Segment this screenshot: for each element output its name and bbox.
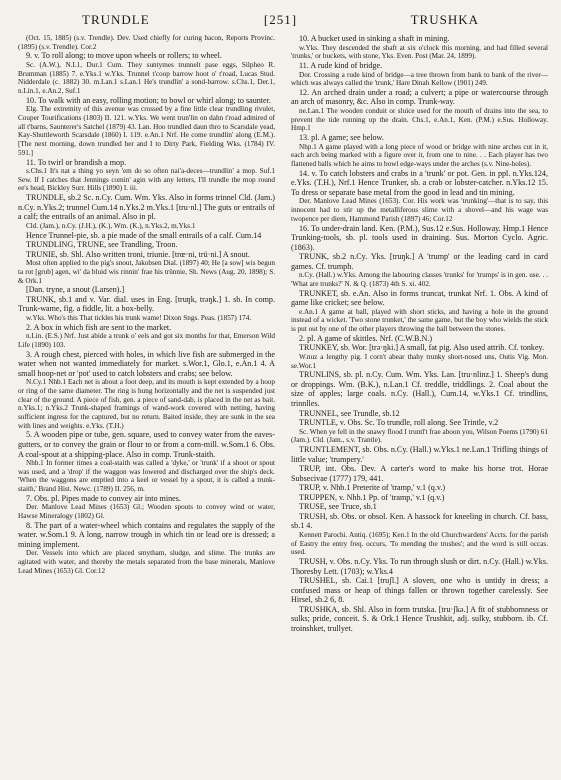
entry-paragraph: TRUNNEL, see Trundle, sb.12 [299, 408, 400, 418]
entry-paragraph: TRUNLINS, sb. pl. n.Cy. Cum. Wm. Yks. Lan. [tru·nlinz.] 1. Sheep's dung or droppings. Wm. (B.K.), n.Lan.1 Cf. treddle, triddlings. 2. Coal about the size of apples; large coals. n.Cy. (Hall.), Cum.14, w.Yks.1 Cf. trindlins, trinnlles. [291, 370, 548, 408]
citation-paragraph: n.Cy. (Hall.) w.Yks. Among the labouring classes 'trunks' for 'trumps' is in gen. use. . . 'What are trunks?' N. & Q. (1873) 4th S. xi. 402. [291, 271, 548, 288]
entry-paragraph: TRUNIE, sb. Shl. Also written troni, triunie. [trœ·ni, trü·ni.] A snout. [26, 249, 250, 259]
entry-paragraph: 7. Obs. pl. Pipes made to convey air into mines. [26, 493, 181, 503]
entry-paragraph: TRUSE, see Truce, sb.1 [299, 502, 377, 512]
entry-paragraph: TRUNDLING, TRUNE, see Trandling, Troon. [26, 240, 178, 250]
citation-paragraph: ne.Lan.1 The wooden conduit or sluice used for the mouth of drains into the sea, to prevent the tide running up the drain. Chs.1, e.An.1, Ken. (P.M.) e.Sus. Holloway. Hmp.1 [291, 107, 548, 133]
citation-paragraph: Sc. When ye fell in the snawy flood I truntl't frae aboon you, Wilson Poems (1790) 61 (Jam.). Cld. (Jam., s.v. Trantle). [291, 427, 548, 445]
entry-paragraph: TRUNDLE, sb.2 Sc. n.Cy. Cum. Wm. Yks. Also in forms trinnel Cld. (Jam.) n.Cy. n.Yks.2; trunnel Cum.14 n.Yks.2 m.Yks.1 [tru·nl.] The guts or entrails of a calf; the entrails of an animal. Also in pl. [18, 193, 275, 222]
citation-paragraph: Dor. Crossing a rude kind of bridge—a tree thrown from bank to bank of the river—which was always called the 'trunk,' Hare Dinah Kellow (1901) 249. [291, 70, 548, 88]
entry-paragraph: TRUNK, sb.1 and v. Var. dial. uses in Eng. [truŋk, trəŋk.] 1. sb. In comp. Trunk-wame, fig. a fiddle, lit. a box-belly. [18, 294, 275, 314]
entry-paragraph: TRUNTLEMENT, sb. Obs. n.Cy. (Hall.) w.Yks.1 ne.Lan.1 Trifling things of little value; 'trumpery.' [291, 445, 548, 464]
entry-paragraph: TRUSH, sb. Obs. or obsol. Ken. A hassock for kneeling in church. Cf. bass, sb.1 4. [291, 511, 548, 531]
entry-paragraph: 12. An arched drain under a road; a culvert; a pipe or watercourse through an arch of masonry, &c. Also in comp. Trunk-way. [291, 87, 548, 107]
right-column [291, 34, 548, 774]
citation-paragraph: W.nuz a lengthy pig. I corn't abear thahy trunky short-nosed uns, Outis Vig. Mon. se.Wor.1 [291, 352, 548, 370]
citation-paragraph: Nhp.1 A game played with a long piece of wood or bridge with nine arches cut in it, each arch being marked with a figure over it, from one to nine. . . Each player has two flattened balls which he aims to bowl edge-ways under the arches (s.v. Nine-holes). [291, 142, 548, 169]
entry-paragraph: TRUNKET, sb. e.An. Also in forms truncat, trunkat Nrf. 1. Obs. A kind of game like cricket; see below. [291, 288, 548, 308]
citation-paragraph: Cld. (Jam.), n.Cy. (J.H.), (K.), Wm. (K.), n.Yks.2, m.Yks.1 [26, 221, 196, 230]
entry-paragraph: 3. A rough chest, pierced with holes, in which live fish are submerged in the water when not wanted immediately for market. s.Wor.1, Glo.1, e.An.1 4. A small hoop-net or 'pot' used to catch lobsters and crabs; see below. [18, 349, 275, 378]
header-left-word: TRUNDLE [82, 12, 150, 27]
entry-paragraph: 5. A wooden pipe or tube, gen. square, used to convey water from the eaves-gutters, or to convey the grain or flour to or from a corn-mill. w.Som.1 6. Obs. A coal-spout at a shipping-place. Also in comp. Trunk-staith. [18, 430, 275, 459]
entry-paragraph: TRUSHEL, sb. Cai.1 [truʃl.] A sloven, one who is untidy in dress; a confused mass or heap of things fallen or thrown together carelessly. See Hirsel, sb.2 6, 8. [291, 576, 548, 605]
citation-paragraph: e.An.1 A game at ball, played with short sticks, and having a hole in the ground instead of a wicket. 'Two stone trunket,' the same game, but the boy who wields the stick is put out by one of the other players throwing the ball between the stones. [291, 307, 548, 334]
citation-paragraph: Der. Manlove Lead Mines (1653) Gl.; Wooden spouts to convey wind or water, Hawse Mineralogy (1802) Gl. [18, 503, 275, 521]
entry-paragraph: TRUPPEN, v. Nhb.1 Pp. of 'tramp,' v.1 (q.v.) [299, 492, 445, 502]
entry-paragraph: 16. To under-drain land. Ken. (P.M.), Sus.12 e.Sus. Holloway. Hmp.1 Hence Trunking-tools, sb. pl. tools used in draining. Sus. Morton Cyclo. Agric. (1863). [291, 223, 548, 252]
citation-paragraph: Nhb.1 In former times a coal-staith was called a 'dyke,' or 'trunk' if a shoot or spout was used, and a 'drop' if the waggon was lowered and discharged over the ship's deck. 'When the waggons are emptied into a keel or vessel by a spout, it is called a trunk-staith,' Brand Hist. Newc. (1789) II. 256, m. [18, 459, 275, 494]
citation-paragraph: w.Yks. They descended the shaft at six o'clock this morning, and had filled several 'trunks,' or buckets, with stone, Yks. Even. Post (Mar. 24, 1899). [291, 43, 548, 61]
citation-paragraph: Der. Vessels into which are placed smytham, sludge, and slime. The trunks are agitated with water, and thereby the metals separated from the base minerals, Manlove Lead Mines (1653) Gl. Cor.12 [18, 549, 275, 575]
entry-paragraph: TRUP, int. Obs. Dev. A carter's word to make his horse trot. Horae Subsecivae (1777) 179, 441. [291, 464, 548, 483]
citation-paragraph: Kennett Parochi. Antiq. (1695); Ken.1 In the old Churchwardens' Accts. for the parish of Eastry the entry freq. occurs, 'To mending the trushes'; and the word is still occas. used. [291, 530, 548, 557]
header-right-word: TRUSHKA [410, 12, 479, 27]
entry-paragraph: 11. To twirl or brandish a mop. [26, 157, 127, 167]
citation-paragraph: w.Yks. Who's this That tickles his trunk wame! Dixon Sngs. Peas. (1857) 174. [26, 313, 252, 322]
entry-paragraph: 10. To walk with an easy, rolling motion; to bowl or whirl along; to saunter. [26, 95, 271, 105]
entry-paragraph: Hence Trunnel-pie, sb. a pie made of the small entrails of a calf. Cum.14 [26, 230, 262, 240]
entry-paragraph: TRUSHKA, sb. Shl. Also in form trutska. [tru·ʃkə.] A fit of stubbornness or sulks; pride, conceit. S. & Ork.1 Hence Trushkit, adj. sulky, stubborn. ib. Cf. troinshket, trullyet. [291, 604, 548, 633]
entry-paragraph: TRUNTLE, v. Obs. Sc. To trundle, roll along. See Trintle, v.2 [299, 418, 499, 428]
entry-paragraph: 10. A bucket used in sinking a shaft in mining. [299, 34, 450, 43]
citation-paragraph: (Oct. 15, 1885) (s.v. Trendle). Dev. Used chiefly for curing bacon, Reports Provinc. (1895) (s.v. Trendle). Cor.2 [18, 34, 275, 51]
citation-paragraph: Elg. The extremity of this avenue was crossed by a fine little clear trundling rivulet, Couper Tourifications (1803) II. 121. w.Yks. We went trun'lin on dahn t'road admired of all t'barns, Saunterer's Satchel (1879) 43. Lan. Hoo trundled daun thro to Scarsdale yead, Kay-Shuttleworth Scarsdale (1860) I. 119. e.An.1 Nrf. He come trundlin' along (E.M.). [The next morning, down trundled her and I to Dirty Park, Fielding Wks. (1784) IV. 591.] [18, 105, 275, 157]
citation-paragraph: n.Lin. (E.S.) Nrf. Just abide a trunk o' eels and got six months for that, Emerson Wild Life (1890) 103. [18, 332, 275, 349]
left-column [18, 34, 275, 774]
entry-paragraph: 2. pl. A game of skittles. Nrf. (C.W.B.N.) [299, 333, 433, 343]
entry-paragraph: 13. pl. A game; see below. [299, 133, 384, 143]
entry-paragraph: 11. A rude kind of bridge. [299, 60, 383, 70]
page-number: [251] [263, 12, 298, 27]
entry-paragraph: TRUSH, v. Obs. n.Cy. Yks. To run through slush or dirt. n.Cy. (Hall.) w.Yks. Thoresby Lett. (1703); w.Yks.4 [291, 557, 548, 576]
entry-paragraph: TRUNK, sb.2 n.Cy. Yks. [truŋk.] A 'trump' or the leading card in card games. Cf. trumph. [291, 252, 548, 271]
entry-paragraph: TRUNKEY, sb. Wor. [trə·ŋki.] A small, fat pig. Also used attrib. Cf. tonkey. [299, 343, 545, 353]
entry-paragraph: 2. A box in which fish are sent to the market. [26, 322, 172, 332]
entry-paragraph: TRUP, v. Nhb.1 Preterite of 'tramp,' v.1 (q.v.) [299, 483, 446, 493]
citation-paragraph: Der. Manlove Lead Mines (1653). Cor. His work was 'trunking'—that is to say, this innocent had to stir up the metalliferous slime with a shovel—and his wage was twopence per diem, Hammond Parish (1897) 46; Cor.12 [291, 197, 548, 223]
citation-paragraph: N.Cy.1 Nhb.1 Each net is about a foot deep, and its mouth is kept extended by a hoop or ring of the same diameter. The ring is hung horizontally and the net is suspended just clear of the ground. A piece of fish, gen. a piece of sand-dab, is placed in the net as bait. n.Yks.1; n.Yks.2 Trunk-shaped framings of wand-work covered with netting, having sufficient ingress for the captured, but no return. Baited inside, they are sunk in the sea with lines and weights. e.Yks. (T.H.) [18, 378, 275, 430]
entry-paragraph: 9. v. To roll along; to move upon wheels or rollers; to wheel. [26, 51, 222, 61]
entry-paragraph: 8. The part of a water-wheel which contains and regulates the supply of the water. w.Som.1 9. A long, narrow trough in which tin or lead ore is dressed; a mining implement. [18, 520, 275, 549]
running-header [22, 12, 539, 32]
citation-paragraph: s.Chs.1 It's nat a thing yo seyn 'em do so often nai'a-deces—trundlin' a mop. Suf.1 Sew. If I catches that Jennings comin' agin with any letters, I'll trundle the mop round ee's head, Bickley Surr. Hills (1890) I. iii. [18, 167, 275, 193]
entry-paragraph: 14. v. To catch lobsters and crabs in a 'trunk' or pot. Gen. in ppl. n.Yks.124, e.Yks. (T.H.), Nrf.1 Hence Trunker, sb. a crab or lobster-catcher. n.Yks.12 15. To dress or separate base metal from the good in lead and tin mining. [291, 168, 548, 197]
citation-paragraph: Sc. (A.W.), N.I.1, Dur.1 Cum. They suntymes trunnelt pase eggs, Silpheo R. Brumman (1885) 7. e.Yks.1 w.Yks. Trunnel t'coop barrow hoot o' t'road, Lucas Stud. Nidderdale (c. 1882) 30. m.Lan.1 s.Lan.1 He's trundlin' a sond-barrow. s.Chs.1, Der.1, n.Lin.1, e.An.2, Suf.1 [18, 60, 275, 96]
citation-paragraph: Most often applied to the pig's snout, Jakobsen Dial. (1897) 40; He [a sow] wis begun ta rot [grub] agen, wi' da bluid wis rinnin' frae his trünnie, Sh. News (Aug. 20, 1898); S. & Ork.1 [18, 259, 275, 285]
entry-paragraph: [Dan. tryne, a snout (Larsen).] [26, 285, 125, 295]
